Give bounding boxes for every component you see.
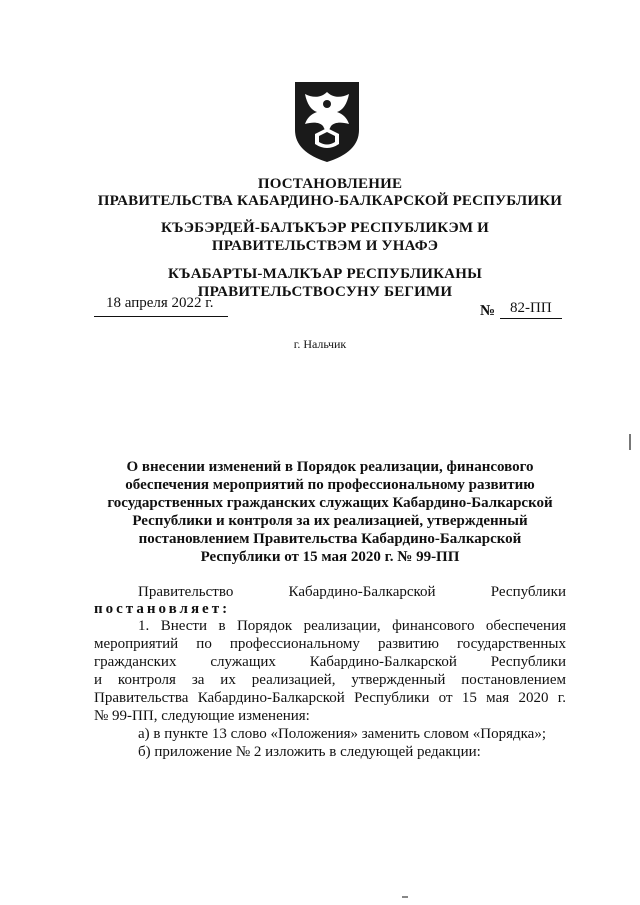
paragraph-1-line-2: мероприятий по профессиональному развитию государственных — [94, 636, 566, 652]
number-underline — [500, 318, 562, 319]
paragraph-1-line-5: Правительства Кабардино-Балкарской Республики от 15 мая 2020 г. — [94, 690, 566, 706]
date-underline — [94, 316, 228, 317]
kabardian-heading: КЪЭБЭРДЕЙ-БАЛЪКЪЭР РЕСПУБЛИКЭМ И ПРАВИТЕЛЬСТВЭМ И УНАФЭ — [160, 220, 490, 254]
document-title: О внесении изменений в Порядок реализации, финансового обеспечения мероприятий по профессиональному развитию государственных гражданских служащих Кабардино-Балкарской Республики и контроля за их реализацией, утвержденный постановлением Правительства Кабардино-Балкарской Республики от 15 мая 2020 г. № 99-ПП — [107, 459, 553, 565]
list-item-b: б) приложение № 2 изложить в следующей редакции: — [138, 744, 481, 760]
document-city: г. Нальчик — [293, 337, 347, 351]
list-item-a: а) в пункте 13 слово «Положения» заменить словом «Порядка»; — [138, 726, 547, 742]
decree-type-heading: ПОСТАНОВЛЕНИЕ — [257, 176, 403, 192]
gov-word-3: Республики — [490, 584, 566, 600]
coat-of-arms-emblem — [291, 78, 363, 164]
document-date: 18 апреля 2022 г. — [106, 295, 214, 311]
balkar-heading: КЪАБАРТЫ-МАЛКЪАР РЕСПУБЛИКАНЫ ПРАВИТЕЛЬСТВОСУНУ БЕГИМИ — [167, 266, 483, 300]
paragraph-1-line-6: № 99-ПП, следующие изменения: — [94, 708, 310, 724]
scan-mark — [629, 434, 631, 450]
number-label: № — [480, 303, 496, 319]
paragraph-1-line-3: гражданских служащих Кабардино-Балкарской Республики — [94, 654, 566, 670]
paragraph-1-line-1: 1. Внести в Порядок реализации, финансового обеспечения — [138, 618, 566, 634]
document-number: 82-ПП — [510, 300, 552, 316]
government-line — [94, 584, 566, 600]
scan-mark-bottom — [402, 896, 408, 898]
government-name-heading: ПРАВИТЕЛЬСТВА КАБАРДИНО-БАЛКАРСКОЙ РЕСПУБЛИКИ — [97, 193, 563, 209]
gov-word-2: Кабардино-Балкарской — [288, 584, 436, 600]
decree-verb: постановляет: — [94, 601, 231, 617]
paragraph-1-line-4: и контроля за их реализацией, утвержденный постановлением — [94, 672, 566, 688]
gov-word-1: Правительство — [138, 584, 234, 600]
